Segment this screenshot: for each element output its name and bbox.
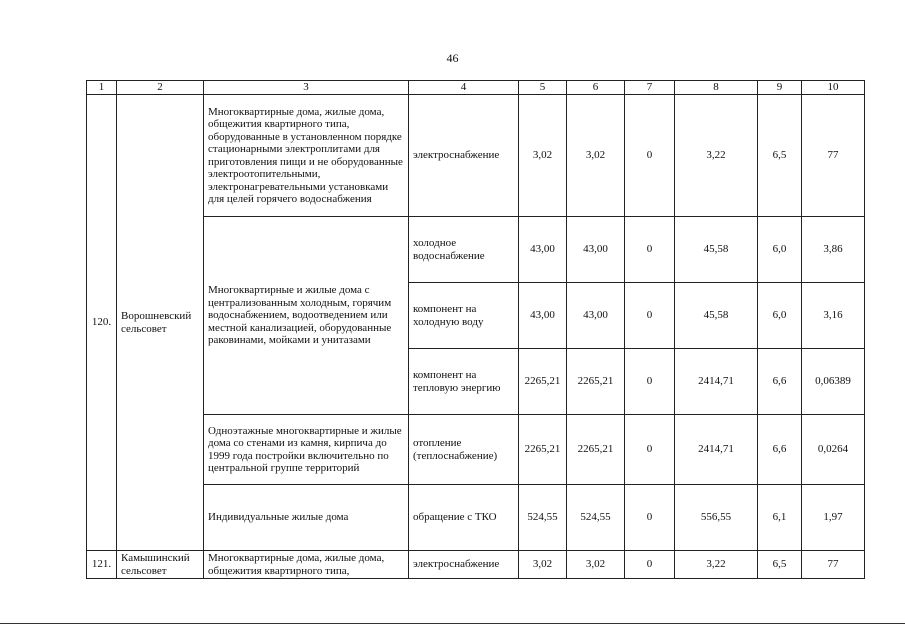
value-col6: 524,55 <box>567 485 625 551</box>
value-col5: 43,00 <box>519 217 567 283</box>
service-name: компонент на тепловую энергию <box>409 349 519 415</box>
table-row <box>87 485 865 551</box>
value-col10: 3,16 <box>802 283 865 349</box>
value-col5: 3,02 <box>519 551 567 579</box>
value-col10: 3,86 <box>802 217 865 283</box>
value-col6: 43,00 <box>567 217 625 283</box>
page-number: 46 <box>446 51 459 65</box>
service-name: отопление (теплоснабжение) <box>409 415 519 485</box>
value-col8: 556,55 <box>675 485 758 551</box>
value-col7: 0 <box>625 485 675 551</box>
header-cell: 6 <box>567 81 625 95</box>
value-col7: 0 <box>625 283 675 349</box>
service-name: электроснабжение <box>409 95 519 217</box>
value-col10: 77 <box>802 95 865 217</box>
header-cell: 10 <box>802 81 865 95</box>
service-name: электроснабжение <box>409 551 519 579</box>
value-col5: 524,55 <box>519 485 567 551</box>
consumer-category: Одноэтажные многоквартирные и жилые дома со стенами из камня, кирпича до 1999 года постройки включительно по центральной группе территорий <box>204 415 409 485</box>
value-col7: 0 <box>625 415 675 485</box>
value-col8: 2414,71 <box>675 349 758 415</box>
header-cell: 1 <box>87 81 117 95</box>
value-col9: 6,1 <box>758 485 802 551</box>
value-col8: 45,58 <box>675 283 758 349</box>
value-col6: 2265,21 <box>567 415 625 485</box>
value-col8: 3,22 <box>675 95 758 217</box>
value-col5: 2265,21 <box>519 349 567 415</box>
consumer-category: Многоквартирные и жилые дома с централизованным холодным, горячим водоснабжением, водоотведением или местной канализацией, оборудованные раковинами, мойками и унитазами <box>204 217 409 415</box>
header-cell: 5 <box>519 81 567 95</box>
value-col9: 6,0 <box>758 217 802 283</box>
value-col5: 2265,21 <box>519 415 567 485</box>
value-col7: 0 <box>625 95 675 217</box>
consumer-category: Многоквартирные дома, жилые дома, общежития квартирного типа, <box>204 551 409 579</box>
service-name: компонент на холодную воду <box>409 283 519 349</box>
value-col8: 2414,71 <box>675 415 758 485</box>
service-name: обращение с ТКО <box>409 485 519 551</box>
table-row <box>87 415 865 485</box>
header-cell: 2 <box>117 81 204 95</box>
value-col6: 2265,21 <box>567 349 625 415</box>
table-row <box>87 95 865 217</box>
value-col6: 43,00 <box>567 283 625 349</box>
consumer-category: Многоквартирные дома, жилые дома, общежития квартирного типа, оборудованные в установленном порядке стационарными электроплитами для приготовления пищи и не оборудованные электроотопительными, электронагревательными установками для целей горячего водоснабжения <box>204 95 409 217</box>
settlement-name: Камышинский сельсовет <box>117 551 204 579</box>
value-col5: 43,00 <box>519 283 567 349</box>
value-col8: 3,22 <box>675 551 758 579</box>
settlement-name: Ворошневский сельсовет <box>117 95 204 551</box>
consumer-category: Индивидуальные жилые дома <box>204 485 409 551</box>
header-cell: 8 <box>675 81 758 95</box>
row-number: 120. <box>87 95 117 551</box>
value-col6: 3,02 <box>567 551 625 579</box>
tariff-table <box>86 80 865 579</box>
value-col8: 45,58 <box>675 217 758 283</box>
table-row <box>87 217 865 283</box>
value-col6: 3,02 <box>567 95 625 217</box>
value-col10: 0,0264 <box>802 415 865 485</box>
header-cell: 9 <box>758 81 802 95</box>
header-row <box>87 81 865 95</box>
value-col10: 1,97 <box>802 485 865 551</box>
value-col10: 77 <box>802 551 865 579</box>
value-col10: 0,06389 <box>802 349 865 415</box>
value-col7: 0 <box>625 217 675 283</box>
value-col9: 6,6 <box>758 349 802 415</box>
value-col9: 6,5 <box>758 551 802 579</box>
header-cell: 3 <box>204 81 409 95</box>
value-col5: 3,02 <box>519 95 567 217</box>
header-cell: 7 <box>625 81 675 95</box>
scan-edge-line <box>0 623 905 624</box>
service-name: холодное водоснабжение <box>409 217 519 283</box>
value-col7: 0 <box>625 349 675 415</box>
row-number: 121. <box>87 551 117 579</box>
value-col9: 6,5 <box>758 95 802 217</box>
header-cell: 4 <box>409 81 519 95</box>
table-row <box>87 551 865 579</box>
value-col9: 6,6 <box>758 415 802 485</box>
value-col9: 6,0 <box>758 283 802 349</box>
value-col7: 0 <box>625 551 675 579</box>
